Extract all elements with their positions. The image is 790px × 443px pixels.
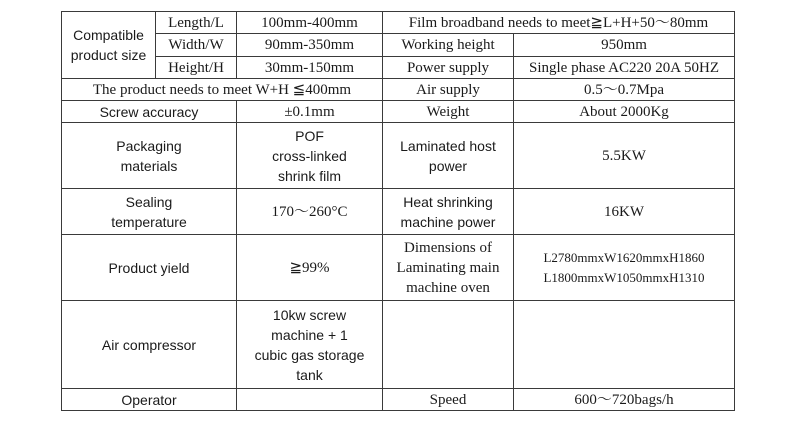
working-height-label: Working height [383,34,514,57]
air-compressor-label: Air compressor [62,301,237,389]
screw-accuracy-label: Screw accuracy [62,101,237,123]
table-row [62,235,735,301]
table-row [62,123,735,189]
table-row [62,189,735,235]
laminated-power-label: Laminated host power [383,123,514,189]
dimensions-value-2: L1800mmxW1050mmxH1310 [543,269,705,285]
table-row [62,34,735,57]
dimensions-value-1: L2780mmxW1620mmxH1860 [543,249,705,265]
working-height-value: 950mm [514,34,735,57]
empty-cell [514,301,735,389]
yield-value: ≧99% [237,235,383,301]
length-label: Length/L [156,12,237,34]
height-label: Height/H [156,57,237,79]
table-row [62,57,735,79]
packaging-value: POF cross-linked shrink film [237,123,383,189]
product-requirement: The product needs to meet W+H ≦400mm [62,79,383,101]
speed-label: Speed [383,389,514,411]
sealing-value: 170～260°C [237,189,383,235]
screw-accuracy-value: ±0.1mm [237,101,383,123]
operator-label: Operator [62,389,237,411]
length-value: 100mm-400mm [237,12,383,34]
width-value: 90mm-350mm [237,34,383,57]
compatible-size-label: Compatible product size [62,12,156,79]
laminated-power-value: 5.5KW [514,123,735,189]
table-row [62,389,735,411]
sealing-label: Sealing temperature [62,189,237,235]
air-compressor-value: 10kw screw machine + 1 cubic gas storage tank [237,301,383,389]
dimensions-label: Dimensions of Laminating main machine oven [383,235,514,301]
heat-power-value: 16KW [514,189,735,235]
empty-cell [383,301,514,389]
air-supply-label: Air supply [383,79,514,101]
packaging-label: Packaging materials [62,123,237,189]
film-requirement: Film broadband needs to meet≧L+H+50～80mm [383,12,735,34]
weight-label: Weight [383,101,514,123]
table-row [62,79,735,101]
height-value: 30mm-150mm [237,57,383,79]
table-row [62,101,735,123]
yield-label: Product yield [62,235,237,301]
dimensions-value [514,235,735,301]
speed-value: 600～720bags/h [514,389,735,411]
heat-power-label: Heat shrinking machine power [383,189,514,235]
operator-value [237,389,383,411]
weight-value: About 2000Kg [514,101,735,123]
table-row [62,12,735,34]
width-label: Width/W [156,34,237,57]
table-row [62,301,735,389]
power-supply-label: Power supply [383,57,514,79]
power-supply-value: Single phase AC220 20A 50HZ [514,57,735,79]
spec-table [61,11,735,411]
air-supply-value: 0.5～0.7Mpa [514,79,735,101]
